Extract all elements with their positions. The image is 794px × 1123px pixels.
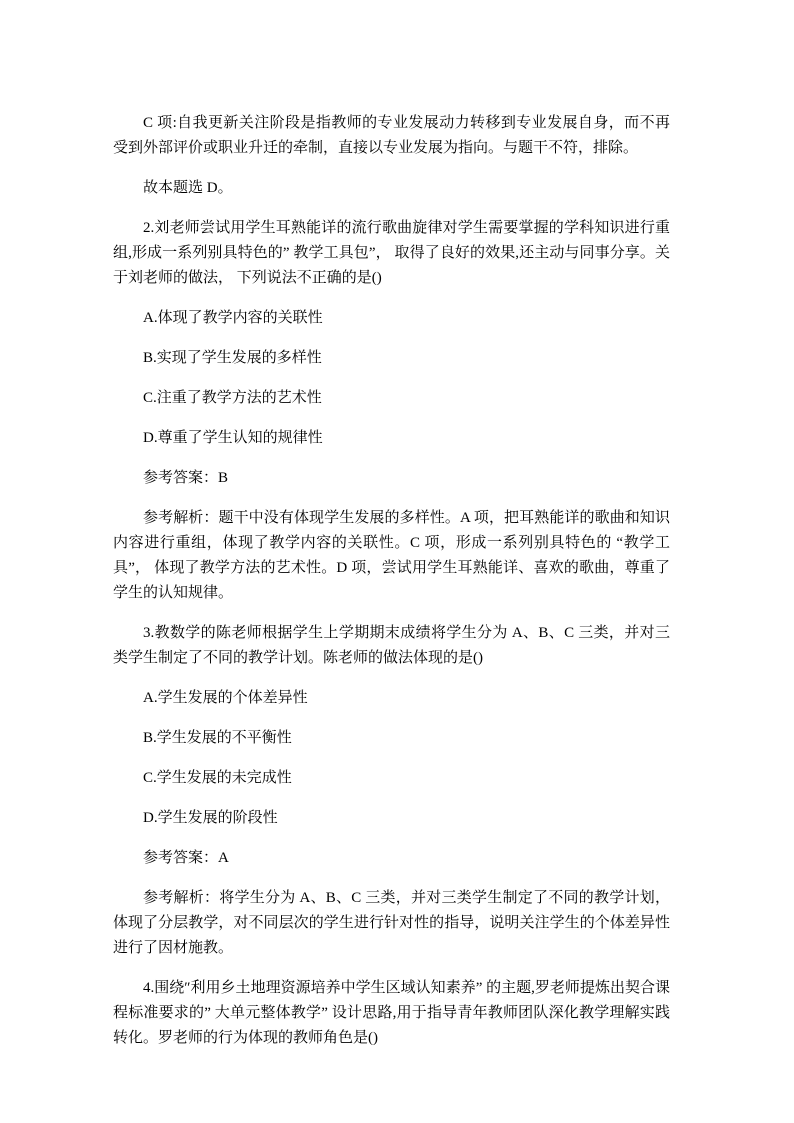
question-2-option-b: B.实现了学生发展的多样性 — [143, 350, 322, 366]
question-2-option-d: D.尊重了学生认知的规律性 — [143, 430, 323, 446]
question-3-option-a: A.学生发展的个体差异性 — [143, 690, 308, 706]
question-3-option-b: B.学生发展的不平衡性 — [143, 730, 292, 746]
question-3-option-c: C.学生发展的未完成性 — [143, 770, 292, 786]
question-2-answer: 参考答案：B — [143, 470, 229, 486]
question-3-option-d: D.学生发展的阶段性 — [143, 810, 278, 826]
question-3-answer: 参考答案：A — [143, 850, 229, 866]
question-2-stem: 2.刘老师尝试用学生耳熟能详的流行歌曲旋律对学生需要掌握的学科知识进行重组,形成一系列别具特色的” 教学工具包”， 取得了良好的效果,还主动与同事分享。关于刘老师的做法， 下列说法不正确的是() — [113, 220, 670, 286]
question-3-stem: 3.教数学的陈老师根据学生上学期期末成绩将学生分为 A、B、C 三类，并对三类学生制定了不同的教学计划。陈老师的做法体现的是() — [113, 625, 670, 666]
question-2-option-a: A.体现了教学内容的关联性 — [143, 310, 323, 326]
question-2-analysis: 参考解析：题干中没有体现学生发展的多样性。A 项，把耳熟能详的歌曲和知识内容进行重组，体现了教学内容的关联性。C 项，形成一系列别具特色的 “教学工具”， 体现了教学方法的艺术性。D 项，尝试用学生耳熟能详、喜欢的歌曲，尊重了学生的认知规律。 — [113, 510, 670, 601]
analysis-conclusion-paragraph: 故本题选 D。 — [143, 180, 233, 196]
analysis-option-c-paragraph: C 项:自我更新关注阶段是指教师的专业发展动力转移到专业发展自身，而不再受到外部评价或职业升迁的牵制，直接以专业发展为指向。与题干不符，排除。 — [113, 115, 670, 156]
question-2-option-c: C.注重了教学方法的艺术性 — [143, 390, 322, 406]
question-3-analysis: 参考解析：将学生分为 A、B、C 三类，并对三类学生制定了不同的教学计划，体现了分层教学，对不同层次的学生进行针对性的指导，说明关注学生的个体差异性进行了因材施教。 — [113, 890, 670, 956]
question-4-stem: 4.围绕″利用乡土地理资源培养中学生区域认知素养” 的主题,罗老师提炼出契合课程标准要求的” 大单元整体教学” 设计思路,用于指导青年教师团队深化教学理解实践转化。罗老师的行为体现的教师角色是() — [113, 980, 670, 1046]
